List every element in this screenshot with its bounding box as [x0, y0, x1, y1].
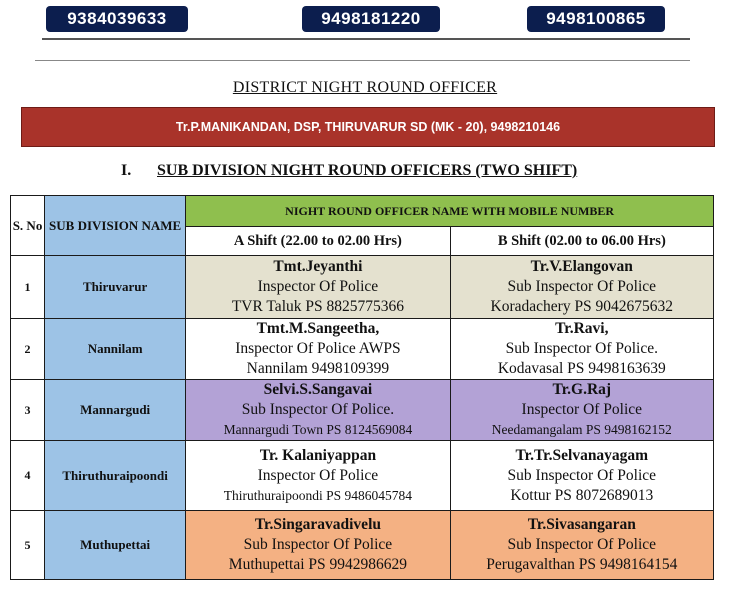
phone-numbers-row — [0, 4, 730, 36]
officer-name: Tr.V.Elangovan — [530, 258, 633, 275]
row-subdivision: Nannilam — [45, 319, 186, 380]
phone-badge-1: 9384039633 — [46, 6, 188, 32]
section-heading — [121, 162, 577, 180]
divider — [42, 38, 690, 40]
officer-station: Kottur PS 8072689013 — [510, 486, 654, 504]
shift-b-officer — [450, 441, 713, 511]
shift-a-officer — [186, 256, 450, 319]
row-subdivision: Muthupettai — [45, 511, 186, 580]
table-row — [11, 441, 714, 511]
officer-name: Tr.Tr.Selvanayagam — [515, 446, 649, 464]
officer-name: Tr.Ravi, — [555, 320, 609, 337]
row-sno: 2 — [11, 319, 45, 380]
shift-b-officer — [450, 380, 713, 441]
shift-b-officer — [450, 511, 713, 580]
officer-name: Tmt.Jeyanthi — [273, 258, 363, 275]
officer-rank: Sub Inspector Of Police — [507, 466, 657, 484]
district-title: DISTRICT NIGHT ROUND OFFICER — [232, 79, 498, 96]
officer-name: Tr.Singaravadivelu — [254, 516, 381, 533]
row-subdivision: Thiruvarur — [45, 256, 186, 319]
officer-name: Tr. Kalaniyappan — [259, 446, 377, 464]
officer-rank: Inspector Of Police — [521, 401, 643, 418]
night-round-table — [10, 195, 714, 580]
officer-station: Nannilam 9498109399 — [246, 360, 390, 377]
shift-a-officer — [186, 319, 450, 380]
officer-rank: Inspector Of Police — [257, 278, 379, 295]
table-row — [11, 380, 714, 441]
row-sno: 4 — [11, 441, 45, 511]
table-row — [11, 256, 714, 319]
table-row — [11, 511, 714, 580]
officer-rank: Sub Inspector Of Police — [507, 536, 657, 553]
section-title: SUB DIVISION NIGHT ROUND OFFICERS (TWO SHIFT) — [157, 162, 578, 179]
header-subdivision: SUB DIVISION NAME — [45, 196, 186, 256]
officer-rank: Sub Inspector Of Police. — [505, 340, 658, 357]
row-subdivision: Thiruthuraipoondi — [45, 441, 186, 511]
divider — [35, 60, 690, 61]
officer-station: Needamangalam PS 9498162152 — [491, 422, 672, 437]
officer-station: Koradachery PS 9042675632 — [490, 298, 674, 315]
shift-a-officer — [186, 511, 450, 580]
header-shift-b: B Shift (02.00 to 06.00 Hrs) — [450, 227, 713, 256]
officer-rank: Sub Inspector Of Police — [507, 278, 657, 295]
header-night-round: NIGHT ROUND OFFICER NAME WITH MOBILE NUMBER — [186, 196, 714, 227]
row-sno: 3 — [11, 380, 45, 441]
header-shift-a: A Shift (22.00 to 02.00 Hrs) — [186, 227, 450, 256]
row-sno: 5 — [11, 511, 45, 580]
officer-station: Perugavalthan PS 9498164154 — [486, 556, 678, 573]
row-sno: 1 — [11, 256, 45, 319]
officer-rank: Inspector Of Police AWPS — [235, 340, 401, 357]
shift-a-officer — [186, 380, 450, 441]
shift-b-officer — [450, 319, 713, 380]
officer-station: Thiruthuraipoondi PS 9486045784 — [223, 487, 413, 503]
officer-station: TVR Taluk PS 8825775366 — [231, 298, 404, 315]
officer-name: Selvi.S.Sangavai — [263, 381, 373, 398]
officer-name: Tr.G.Raj — [552, 381, 612, 398]
officer-station: Mannargudi Town PS 8124569084 — [223, 422, 413, 437]
shift-b-officer — [450, 256, 713, 319]
phone-badge-3: 9498100865 — [527, 6, 665, 32]
officer-rank: Sub Inspector Of Police. — [241, 401, 395, 418]
officer-station: Muthupettai PS 9942986629 — [228, 556, 408, 573]
table-header-row — [11, 196, 714, 227]
officer-station: Kodavasal PS 9498163639 — [497, 360, 666, 377]
district-officer-banner: Tr.P.MANIKANDAN, DSP, THIRUVARUR SD (MK - 20), 9498210146 — [21, 107, 715, 147]
phone-badge-2: 9498181220 — [302, 6, 440, 32]
table-row — [11, 319, 714, 380]
officer-name: Tmt.M.Sangeetha, — [256, 320, 380, 337]
officer-name: Tr.Sivasangaran — [527, 516, 636, 533]
header-sno: S. No — [11, 196, 45, 256]
officer-rank: Sub Inspector Of Police — [243, 536, 393, 553]
officer-rank: Inspector Of Police — [257, 466, 379, 484]
shift-a-officer — [186, 441, 450, 511]
row-subdivision: Mannargudi — [45, 380, 186, 441]
section-number: I. — [121, 162, 132, 179]
